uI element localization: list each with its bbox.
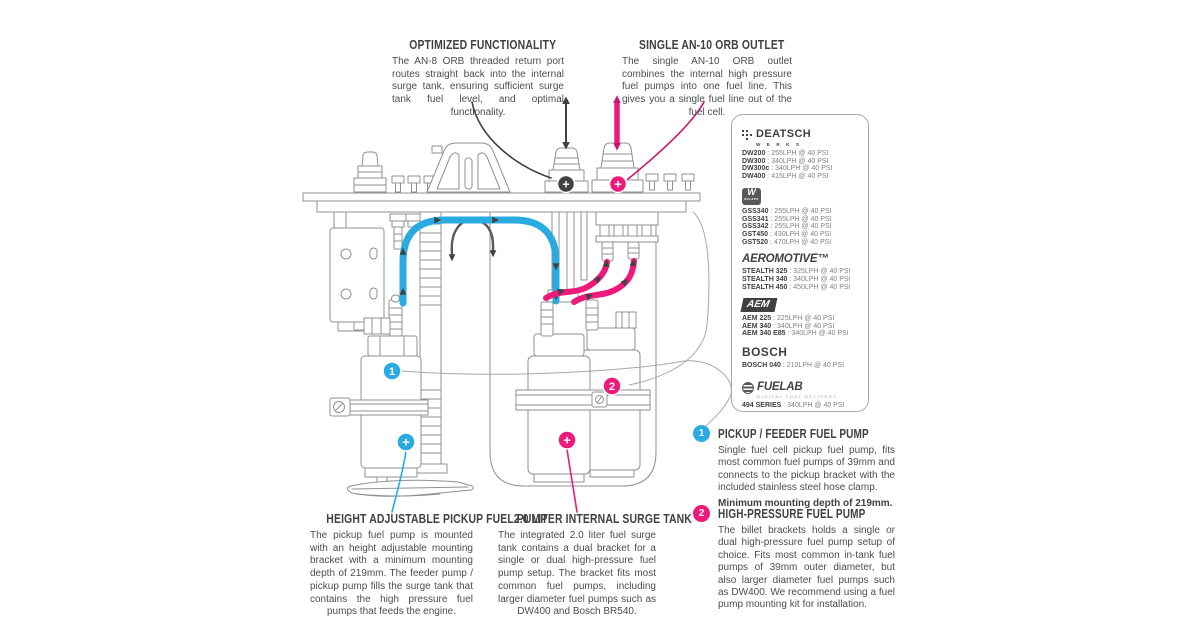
callout-title: HEIGHT ADJUSTABLE PICKUP FUEL PUMP xyxy=(326,511,548,526)
pump-row xyxy=(742,315,868,323)
pump-model: DW300 xyxy=(742,157,766,165)
pump-spec: : 415LPH @ 40 PSI xyxy=(765,173,828,180)
brand-aeromotive xyxy=(742,253,868,291)
pump-spec: : 450LPH @ 40 PSI xyxy=(787,284,850,291)
pump-list xyxy=(742,402,868,410)
plus-marker: + xyxy=(563,432,571,448)
pump-model: STEALTH 450 xyxy=(742,283,788,291)
return-hose xyxy=(452,220,493,254)
plate-bolts-right xyxy=(646,174,694,190)
pump-list xyxy=(742,208,868,247)
pump-spec: : 255LPH @ 40 PSI xyxy=(765,150,828,157)
pump-model: AEM 340 xyxy=(742,322,772,330)
pump-spec: : 340LPH @ 40 PSI xyxy=(787,276,850,283)
brand-bosch xyxy=(742,345,868,370)
callout-body: The AN-8 ORB threaded return port routes straight back into the internal surge tank, ensuring sufficient surge tank fuel level, and optimal functionality. xyxy=(392,56,564,118)
an8-return-fitting xyxy=(354,152,386,192)
pump-list xyxy=(742,315,868,338)
pump-list xyxy=(742,362,868,370)
pump-list xyxy=(742,268,868,291)
legend-body: Single fuel cell pickup fuel pump, fits most common fuel pumps of 39mm and connects to the pickup bracket with the included stainless steel hose clamp. xyxy=(718,445,895,494)
brand-name: AEROMOTIVE™ xyxy=(742,253,829,266)
callout-title: SINGLE AN-10 ORB OUTLET xyxy=(639,37,785,52)
callout-title: 2.0 LITER INTERNAL SURGE TANK xyxy=(513,511,692,526)
fuelab-logo-icon xyxy=(742,382,754,394)
legend-1-badge: 1 xyxy=(693,425,710,442)
pump-row xyxy=(742,173,868,181)
callout-title: OPTIMIZED FUNCTIONALITY xyxy=(409,37,557,52)
pump-row xyxy=(742,216,868,224)
legend-pickup-feeder xyxy=(693,425,897,509)
deatschwerks-logo-icon xyxy=(742,130,753,141)
pump-model: STEALTH 340 xyxy=(742,276,788,284)
pump-model: GSS341 xyxy=(742,215,769,223)
plus-marker: + xyxy=(562,176,570,192)
pump-row xyxy=(742,239,868,247)
pump-spec: : 340LPH @ 40 PSI xyxy=(781,402,844,409)
callout-body: The single AN-10 ORB outlet combines the internal high pressure fuel pumps into one fuel line. This gives you a single fuel line out of the fuel cell. xyxy=(622,56,792,118)
rollover-vent-bracket xyxy=(427,143,510,192)
walbro-logo-icon xyxy=(742,188,761,205)
pump-spec: : 340LPH @ 40 PSI xyxy=(765,158,828,165)
pump-spec: : 225LPH @ 40 PSI xyxy=(771,315,834,322)
pump-model: DW200 xyxy=(742,150,766,157)
walbro-letter: W xyxy=(747,187,756,198)
pump-spec: : 325LPH @ 40 PSI xyxy=(787,268,850,275)
pump-row xyxy=(742,323,868,331)
callout-body: The integrated 2.0 liter fuel surge tank contains a dual bracket for a single or dual high-pressure fuel pump setup. The bracket fits most common fuel pumps, including larger diameter fuel pumps such as DW400 and Bosch BR540. xyxy=(498,530,656,618)
return-hose-arrows xyxy=(449,250,497,261)
pump-spec: : 255LPH @ 40 PSI xyxy=(768,216,831,223)
legend-title: HIGH-PRESSURE FUEL PUMP xyxy=(718,506,866,521)
pump-row xyxy=(742,165,868,173)
pump-compatibility-panel xyxy=(731,114,869,412)
pump-model: GST450 xyxy=(742,230,769,238)
pump-model: GSS340 xyxy=(742,207,769,215)
pump-model: AEM 225 xyxy=(742,314,772,322)
outlet-flow-arrow xyxy=(613,95,621,150)
pump-spec: : 430LPH @ 40 PSI xyxy=(768,231,831,238)
pump-spec: : 340LPH @ 40 PSI xyxy=(771,323,834,330)
marker-2: 2 xyxy=(608,381,616,393)
pump-model: DW300c xyxy=(742,165,770,173)
pump-model: BOSCH 040 xyxy=(742,362,781,370)
brand-name: FUELAB xyxy=(757,380,803,393)
pump-model: GSS342 xyxy=(742,223,769,231)
legend-high-pressure xyxy=(693,505,897,612)
pump-spec: : 210LPH @ 40 PSI xyxy=(781,362,844,369)
plus-marker: + xyxy=(402,434,410,450)
pump-row xyxy=(742,330,868,338)
pump-spec: : 255LPH @ 40 PSI xyxy=(768,208,831,215)
pump-model: GST520 xyxy=(742,238,769,246)
callout-surge-tank xyxy=(498,511,692,619)
plus-marker: + xyxy=(614,176,622,192)
mounting-bracket xyxy=(330,212,384,331)
pump-row xyxy=(742,276,868,284)
pump-row xyxy=(742,268,868,276)
brand-name: DEATSCH xyxy=(756,128,812,140)
brand-name: BOSCH xyxy=(742,345,788,360)
callout-pickup-pump xyxy=(310,511,548,619)
pump-model: 494 SERIES xyxy=(742,401,782,409)
pump-row xyxy=(742,402,868,410)
brand-aem xyxy=(742,298,868,338)
marker-1: 1 xyxy=(388,366,396,378)
brand-deatschwerks xyxy=(742,124,868,181)
pump-spec: : 340LPH @ 40 PSI xyxy=(769,165,832,172)
pump-model: AEM 340 E85 xyxy=(742,330,786,338)
pump-spec: : 340LPH @ 40 PSI xyxy=(786,330,849,337)
pump-model: STEALTH 325 xyxy=(742,268,788,276)
pump-spec: : 470LPH @ 40 PSI xyxy=(768,239,831,246)
pump-row xyxy=(742,231,868,239)
fuel-cell-top-plate xyxy=(303,193,700,212)
legend-note: Minimum mounting depth of 219mm. xyxy=(718,497,893,509)
legend-body: The billet brackets holds a single or dual high-pressure fuel pump setup of choice. Fits most common in-tank fuel pumps of 39mm outer diameter, but also larger diameter fuel pumps such as DW400. We recommend using a fuel pump mounting kit for installation. xyxy=(718,525,895,611)
pump-row xyxy=(742,284,868,292)
pump-row xyxy=(742,362,868,370)
brand-fuelab xyxy=(742,377,868,410)
pump-row xyxy=(742,150,868,158)
callout-body: The pickup fuel pump is mounted with an height adjustable mounting bracket with a minimum mounting depth of 219mm. The feeder pump / pickup pump fills the surge tank that contains the high pressure fuel pumps that feeds the engine. xyxy=(310,530,473,618)
brand-subname: W E R K S xyxy=(756,142,802,147)
pump-spec: : 255LPH @ 40 PSI xyxy=(768,223,831,230)
pump-row xyxy=(742,223,868,231)
callout-optimized-functionality xyxy=(392,37,564,120)
brand-walbro xyxy=(742,188,868,247)
pump-row xyxy=(742,208,868,216)
pump-row xyxy=(742,158,868,166)
pump-list xyxy=(742,150,868,181)
callout-an10-outlet xyxy=(622,37,792,120)
brand-name: WALBRO xyxy=(744,198,759,202)
brand-subname: DIGITAL FUEL DELIVERY xyxy=(757,394,838,399)
pump-model: DW400 xyxy=(742,173,766,181)
legend-title: PICKUP / FEEDER FUEL PUMP xyxy=(718,426,869,441)
aem-logo-icon: AEM xyxy=(741,298,778,312)
legend-2-badge: 2 xyxy=(693,505,710,522)
